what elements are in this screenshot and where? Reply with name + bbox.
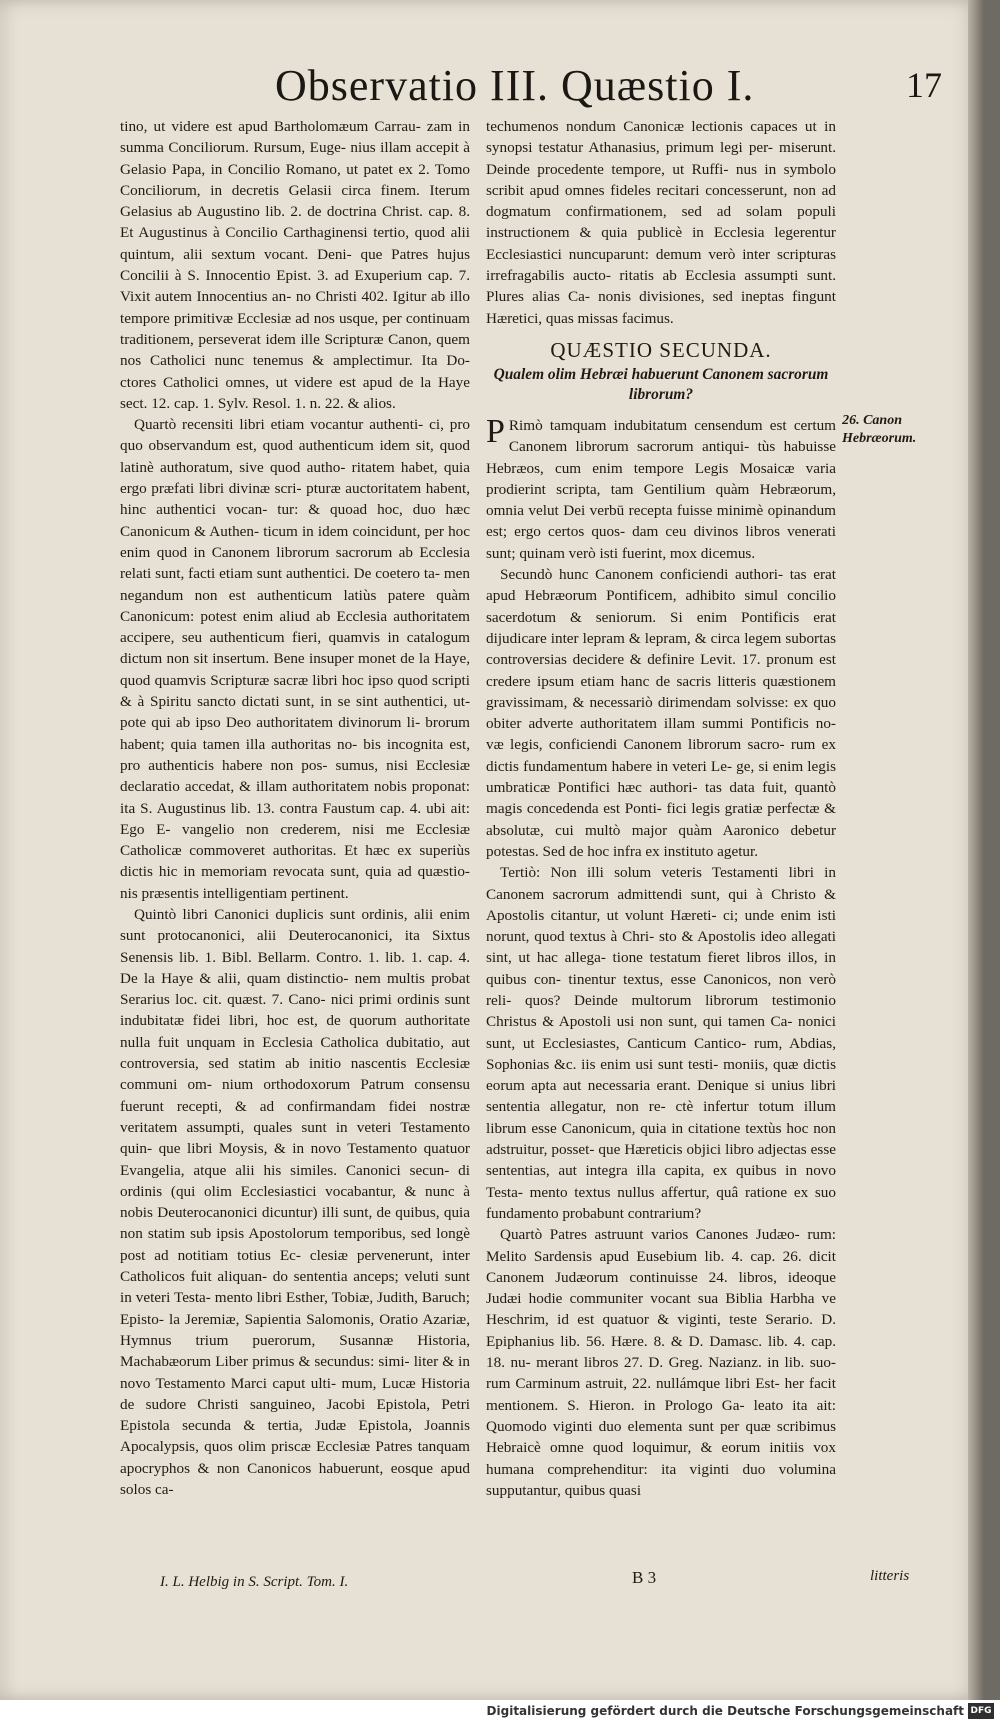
- marginal-note: 26. Canon Hebræorum.: [842, 413, 917, 446]
- right-paragraph-text: Rimò tamquam indubitatum censendum est certum Canonem librorum sacrorum antiqui- tùs habuisse Hebræos, cum enim tempore Legis Mosaicæ varia prodierint scripta, tam Gentilium quàm Hebræorum, omnia velut Dei verbū recepta fuisse minimè opinandum est; ergo certos quos- dam ceu divinos libros venerati sunt; quinam verò isti fuerint, mox dicemus.: [486, 416, 836, 562]
- section-heading: QUÆSTIO SECUNDA.: [550, 337, 772, 362]
- footnote: I. L. Helbig in S. Script. Tom. I.: [160, 1574, 349, 1590]
- dfg-logo-icon: DFG: [968, 1703, 994, 1719]
- right-paragraph: [486, 412, 836, 564]
- catchword: litteris: [870, 1568, 910, 1584]
- digitization-credit: Digitalisierung gefördert durch die Deutsche Forschungsgemeinschaft: [486, 1704, 964, 1718]
- right-paragraph: Secundò hunc Canonem conficiendi authori- tas erat apud Hebræorum Pontificem, adhibito simul concilio sacerdotum & seniorum. Si enim Pontificis erat dijudicare inter lepram & lepram, & circa legem subortas controversias decidere & definire Levit. 17. pronum est credere ipsum etiam hanc de sacris litteris quæstionem gravissimam, & necessariò dirimendam solvisse: ex quo obiter adverte authoritatem illam summi Pontificis no- væ legis, conficiendi Canonem librorum sacro- rum ex dictis fundamentum habere in veteri Le- ge, si enim legis umbraticæ Pontifici hæc authori- tas data fuit, quantò magis concedenda est Ponti- fici legis gratiæ perfectæ & absolutæ, cui multò major quàm Aaronico debetur potestas. Sed de hoc infra ex instituto agetur.: [486, 566, 836, 860]
- section-title: Qualem olim Hebræi habuerunt Canonem sacrorum librorum?: [493, 365, 829, 403]
- left-paragraph: Quartò recensiti libri etiam vocantur authenti- ci, pro quo observandum est, quod authenticum idem sit, quod latinè authoratum, sive quod autho- ritatem habet, quia ergo præfati libri divinæ scri- pturæ auctoritatem habent, hinc authentici vocan- tur: & quoad hoc, duo hæc Canonicum & Authen- ticum in idem coincidunt, per hoc enim quod in Canonem librorum sacrorum ab Ecclesia relati sunt, facti etiam sunt authentici. De coetero ta- men negandum non est authenticum latiùs patere quàm Canonicum: potest enim aliud ab Ecclesia authoritatem accipere, seu authenticum fieri, quamvis in catalogum dictum non sit insertum. Bene insuper monet de la Haye, quod quamvis Scripturæ sacræ libri hoc ipso quod scripti & à Spiritu sancto dictati sunt, in se sint authentici, ut- pote qui ab ipso Deo authoritatem divinorum li- brorum habent; quia tamen illa authoritas no- bis incognita est, pro authenticis habere non pos- sumus, nisi Ecclesiæ declaratio accedat, & illam authoritatem nobis proponat: ita S. Augustinus lib. 13. contra Faustum cap. 4. ubi ait: Ego E- vangelio non crederem, nisi me Ecclesiæ Catholicæ commoveret authoritas. Et hæc ex superiùs dictis hic in memoriam revocata sunt, quia ad quæstio- nis præsentis intelligentiam pertinent.: [120, 416, 470, 902]
- right-paragraph: Quartò Patres astruunt varios Canones Judæo- rum: Melito Sardensis apud Eusebium lib. 4. cap. 26. dicit Canonem Judæorum continuisse 24. libros, ideoque Judæi hodie communiter vocant sua Biblia Harbha ve Heschrim, id est quatuor & viginti, teste Serario. D. Epiphanius lib. 56. Hære. 8. & D. Damasc. lib. 4. cap. 18. nu- merant libros 27. D. Greg. Nazianz. in lib. suo- rum Carminum astruit, 22. nullámque libri Est- her facit mentionem. S. Hieron. in Prologo Ga- leato ita ait: Quomodo viginti duo elementa sunt per quæ scribimus Hebraicè omne quod loquimur, & eorum initiis vox humana comprehenditur: ita viginti duo volumina supputantur, quibus quasi: [486, 1226, 836, 1499]
- left-paragraph: tino, ut videre est apud Bartholomæum Carrau- zam in summa Conciliorum. Rursum, Euge- nius illam accepit à Gelasio Papa, in Concilio Romano, ut patet ex 2. Tomo Conciliorum, in decretis Gelasii circa finem. Iterum Gelasius ab Augustino lib. 2. de doctrina Christ. cap. 8. Et Augustinus à Concilio Carthaginensi tertio, quod alii quintum, alii sextum vocant. Deni- que Patres hujus Concilii à S. Innocentio Epist. 3. ad Exuperium cap. 7. Vixit autem Innocentius an- no Christi 402. Igitur ab illo tempore primitivæ Ecclesiæ ad nos usque, per continuam traditionem, perseverat idem ille Scripturæ Canon, quem nos Catholici nunc tenemus & amplectimur. Ita Do- ctores Catholici omnes, ut videre est apud de la Haye sect. 12. cap. 1. Sylv. Resol. 1. n. 22. & alios.: [120, 118, 470, 412]
- left-column: [120, 116, 470, 1500]
- right-column: [486, 116, 836, 1501]
- signature-mark: B 3: [632, 1568, 657, 1587]
- right-paragraph: Tertiò: Non illi solum veteris Testamenti libri in Canonem sacrorum admittendi sunt, qui à Christo & Apostolis citantur, ut volunt Hæreti- ci; unde enim isti norunt, quod textus à Chri- sto & Apostolis ideo allegati sint, ut hac allega- tione testatum fieret libros illos, in quibus con- tinentur textus, esse Canonicos, non verò reli- quos? Deinde multorum librorum testimonio Christus & Apostoli usi non sunt, qui tamen Ca- nonici sunt, ut Ecclesiastes, Canticum Cantico- rum, Abdias, Sophonias &c. iis enim usi sunt testi- moniis, quæ dictis eorum apta aut necessaria erant. Denique si unius libri sententia allegatur, non re- ctè infertur totum illum librum esse Canonicum, quia in citatione textùs hoc non adstruitur, posset- que Hæreticis objici libro adjectas esse sententias, aut integra illa capita, ex quibus in novo Testa- mento textus nullus affertur, quâ ratione ex suo fundamento probabunt contrarium?: [486, 864, 836, 1222]
- running-title: Observatio III. Quæstio I.: [275, 61, 755, 110]
- right-intro-paragraph: techumenos nondum Canonicæ lectionis capaces ut in synopsi testatur Athanasius, primum legi per- miserunt. Deinde procedente tempore, ut Ruffi- nus in symbolo scribit apud omnes fideles recitari concesserunt, non ad dogmatum confirmationem, sed ad solam populi instructionem & quia publicè in Ecclesia legerentur Ecclesiastici nuncuparunt: demum verò inter scripturas irrefragabilis aucto- ritatis ab Ecclesia assumpti sunt. Plures alias Ca- nonis divisiones, sed ineptas fingunt Hæretici, quas missas facimus.: [486, 118, 836, 327]
- page-number: 17: [906, 65, 942, 105]
- drop-cap: P: [486, 412, 505, 450]
- left-paragraph: Quintò libri Canonici duplicis sunt ordinis, alii enim sunt protocanonici, alii Deuterocanonici, ita Sixtus Senensis lib. 1. Bibl. Bellarm. Contro. 1. lib. 1. cap. 4. De la Haye & alii, quam distinctio- nem multis probat Serarius loc. cit. quæst. 7. Cano- nici primi ordinis sunt indubitatæ fidei libri, hoc est, de quorum authoritate nulla fuit unquam in Ecclesia Catholica dubitatio, aut controversia, sed statim ab initio nascentis Ecclesiæ communi om- nium orthodoxorum Patrum consensu fuerunt recepti, & ad confirmandam fidei nostræ veritatem assumpti, quales sunt in veteri Testamento quin- que libri Moysis, & in novo Testamento quatuor Evangelia, atque alii his similes. Canonici secun- di ordinis (qui olim Ecclesiastici vocabantur, & nunc à nobis Deuterocanonici dicuntur) illi sunt, de quibus, quia non statim sub ipsis Apostolorum temporibus, sed longè post ad notitiam totius Ec- clesiæ pervenerunt, inter Catholicos fuit aliquan- do sententia anceps; veluti sunt in veteri Testa- mento libri Esther, Tobiæ, Judith, Baruch; Episto- la Jeremiæ, Sapientia Salomonis, Oratio Azariæ, Hymnus trium puerorum, Susannæ Historia, Machabæorum Liber primus & secundus: simi- liter & in novo Testamento Marci caput ulti- mum, Lucæ Historia de sudore Christi sanguineo, Jacobi Epistola, Petri Epistola secunda & tertia, Judæ Epistola, Joannis Apocalypsis, quos olim priscæ Ecclesiæ Patres tanquam apocryphos & non Canonicos habuerunt, eosque apud solos ca-: [120, 905, 470, 1498]
- page-gutter: [968, 0, 984, 1700]
- page-header: [120, 60, 980, 110]
